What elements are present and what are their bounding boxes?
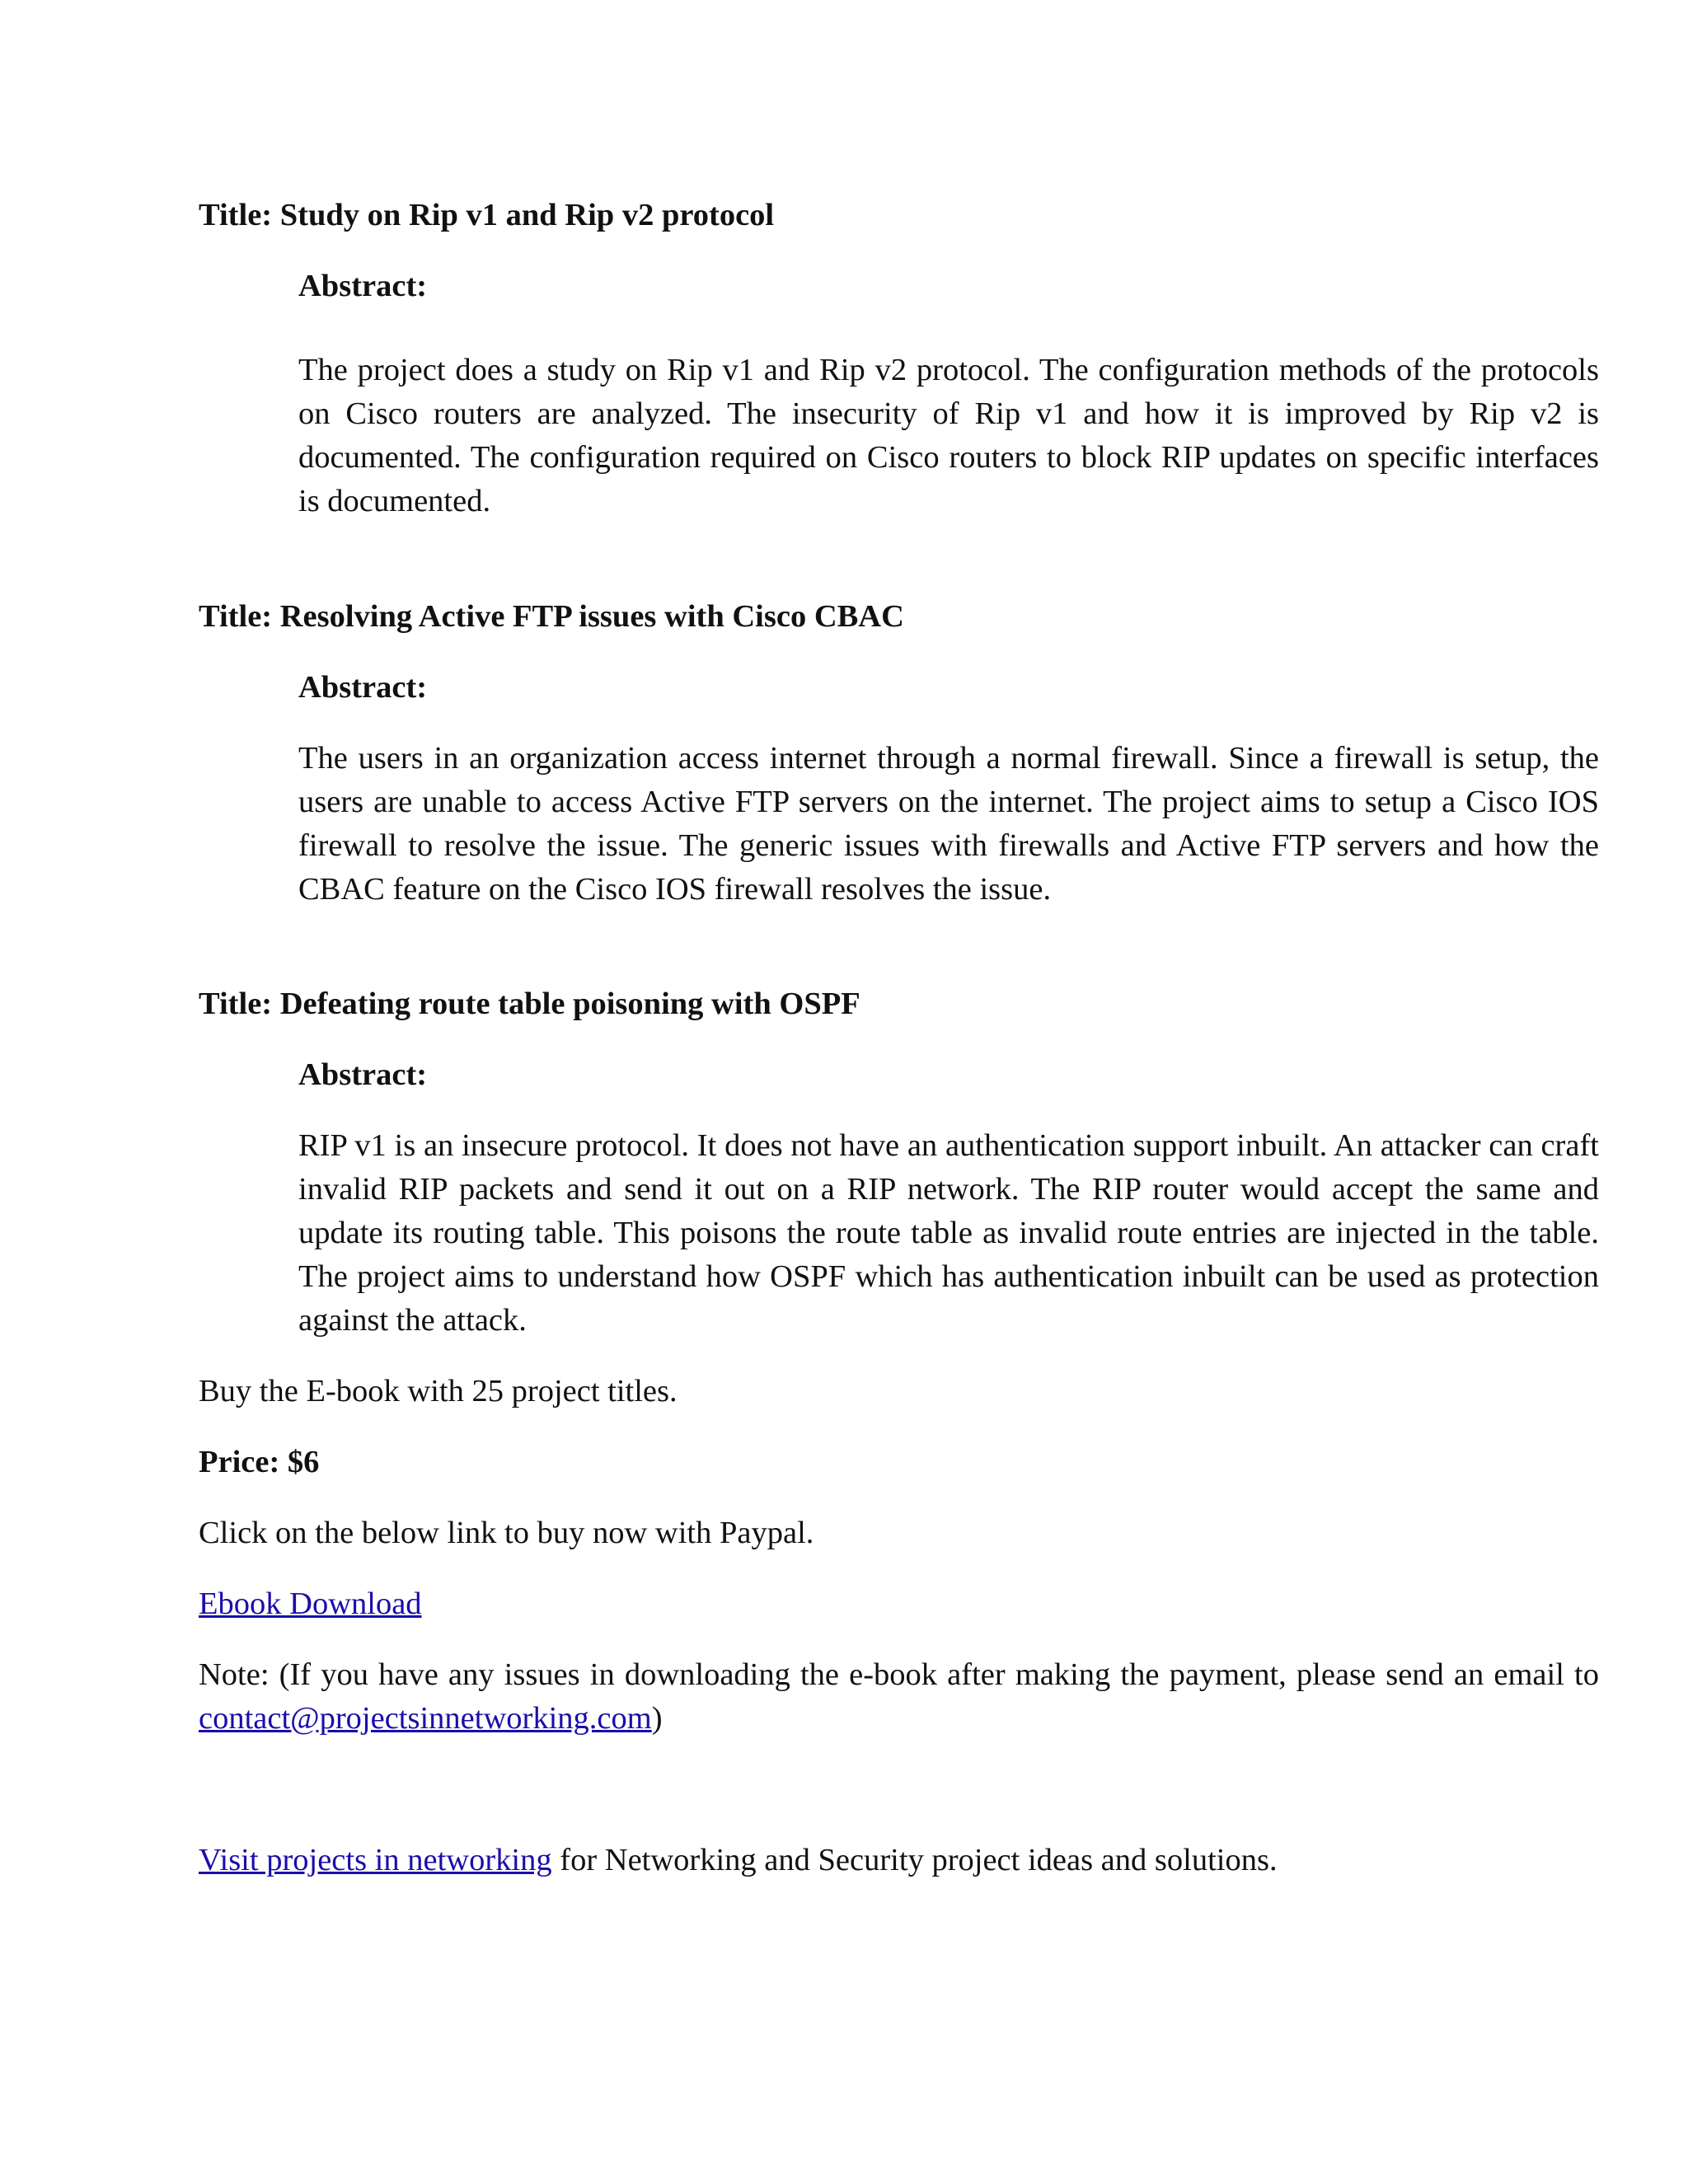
download-link-line	[199, 1582, 422, 1626]
project-1-abstract: The project does a study on Rip v1 and Rip v2 protocol. The configuration methods of the protocols on Cisco routers are analyzed. The insecurity of Rip v1 and how it is improved by Rip v2 is documented. The configuration required on Cisco routers to block RIP updates on specific interfaces is documented.	[298, 353, 1599, 518]
project-3-title: Title: Defeating route table poisoning with OSPF	[199, 987, 860, 1021]
paypal-instruction-text: Click on the below link to buy now with Paypal.	[199, 1516, 814, 1550]
project-2-abstract-label: Abstract:	[298, 670, 428, 705]
note-text: Note: (If you have any issues in downloading the e-book after making the payment, please send an email to	[199, 1657, 1599, 1692]
project-1-title: Title: Study on Rip v1 and Rip v2 protocol	[199, 198, 775, 232]
price-label: Price: $6	[199, 1445, 320, 1479]
contact-email-link[interactable]: contact@projectsinnetworking.com	[199, 1701, 652, 1736]
ebook-download-link[interactable]: Ebook Download	[199, 1586, 422, 1621]
footer-text: for Networking and Security project ideas and solutions.	[551, 1843, 1278, 1877]
project-2-title: Title: Resolving Active FTP issues with Cisco CBAC	[199, 599, 904, 634]
buy-ebook-text: Buy the E-book with 25 project titles.	[199, 1374, 678, 1408]
visit-projects-link[interactable]: Visit projects in networking	[199, 1843, 552, 1877]
footer-line	[199, 1839, 1278, 1882]
note-closing: )	[651, 1701, 663, 1736]
project-3-abstract: RIP v1 is an insecure protocol. It does not have an authentication support inbuilt. An attacker can craft invalid RIP packets and send it out on a RIP network. The RIP router would accept the same and update its routing table. This poisons the route table as invalid route entries are injected in the table. The project aims to understand how OSPF which has authentication inbuilt can be used as protection against the attack.	[298, 1128, 1599, 1338]
project-3-abstract-label: Abstract:	[298, 1057, 428, 1092]
project-1-abstract-label: Abstract:	[298, 269, 428, 303]
project-2-abstract: The users in an organization access internet through a normal firewall. Since a firewall is setup, the users are unable to access Active FTP servers on the internet. The project aims to setup a Cisco IOS firewall to resolve the issue. The generic issues with firewalls and Active FTP servers and how the CBAC feature on the Cisco IOS firewall resolves the issue.	[298, 741, 1599, 907]
support-note	[199, 1653, 1599, 1741]
